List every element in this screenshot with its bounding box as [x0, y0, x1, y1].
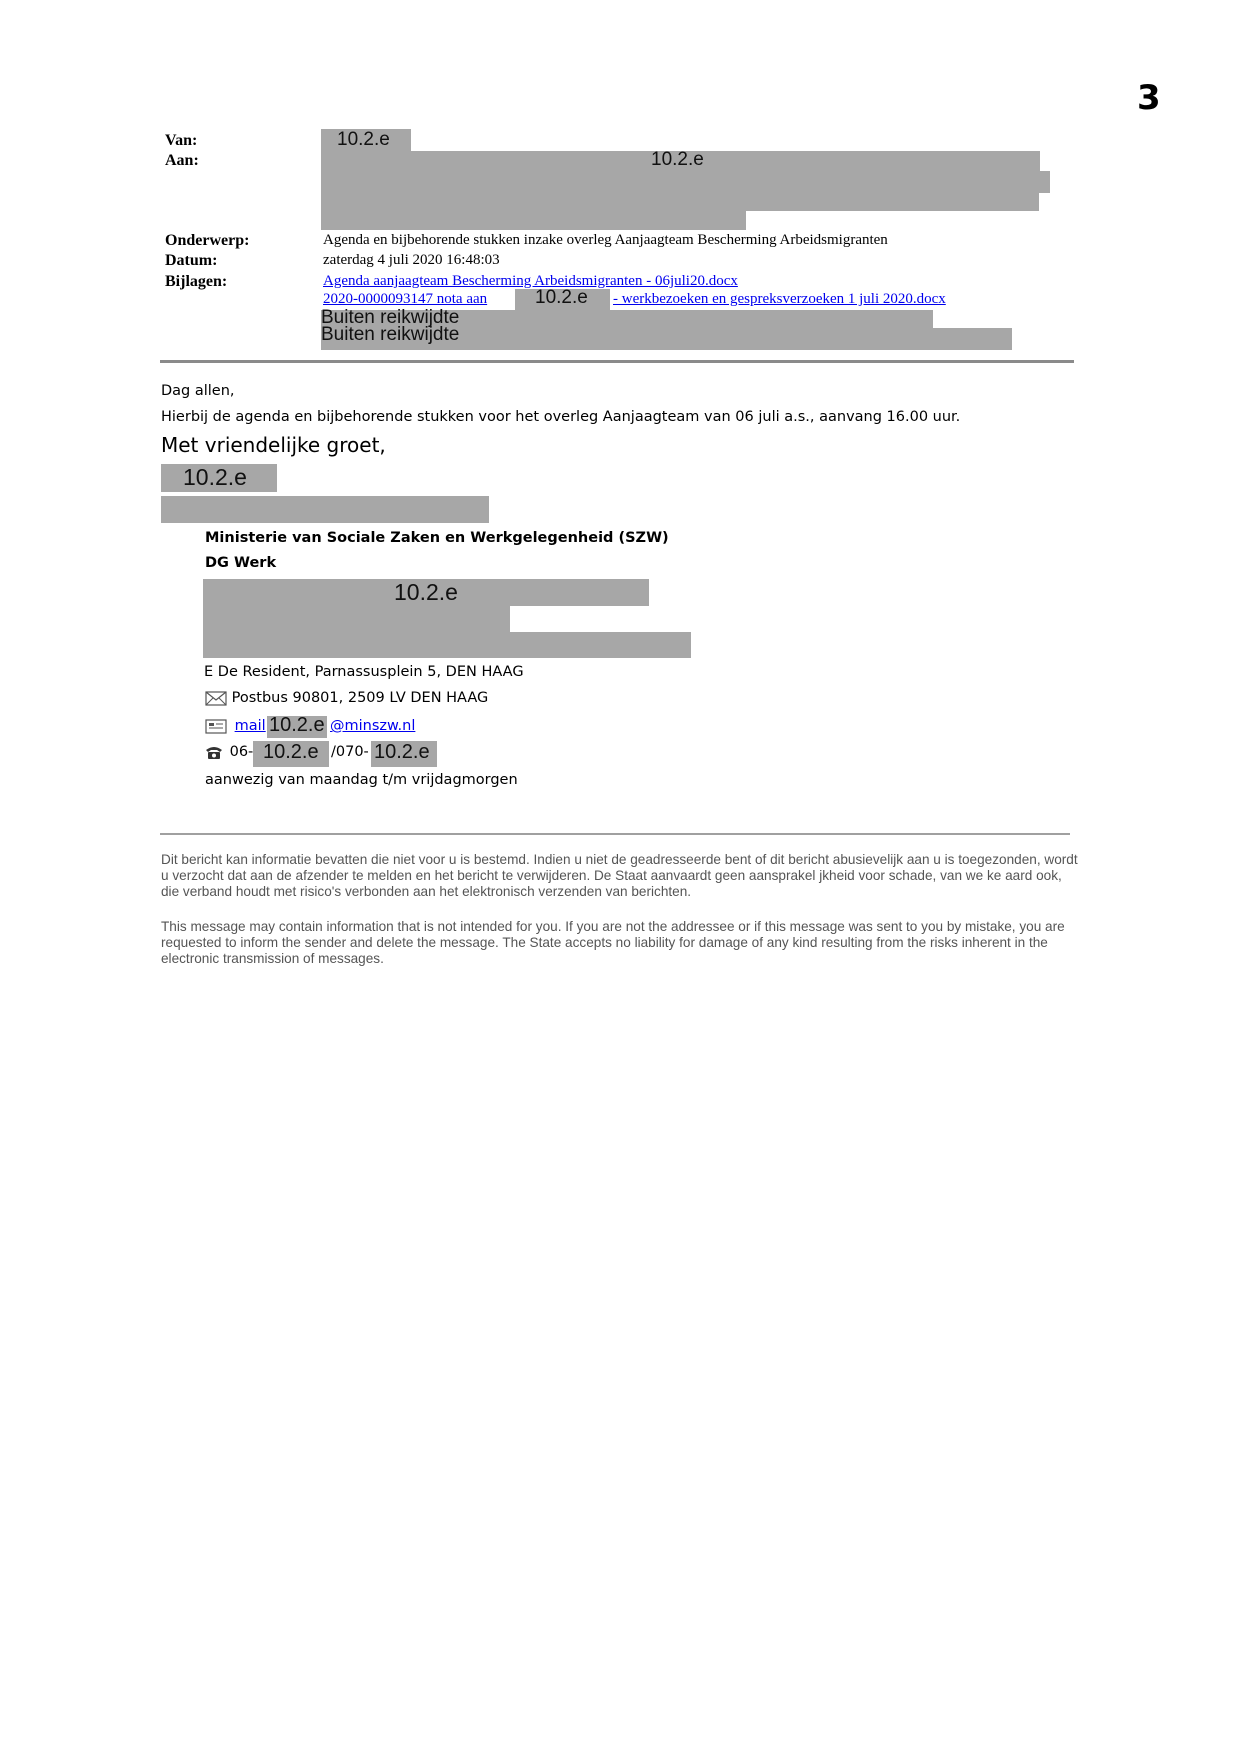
attachment-out-of-scope-2-text: Buiten reikwijdte — [321, 324, 460, 345]
sender-name-redaction — [161, 464, 277, 492]
visit-address: De Resident, Parnassusplein 5, DEN HAAG — [217, 664, 524, 680]
message-text: Hierbij de agenda en bijbehorende stukken voor het overleg Aanjaagteam van 06 juli a.s., aanvang 16.00 uur. — [161, 409, 961, 425]
email-link-suffix[interactable]: @minszw.nl — [330, 718, 416, 734]
attachment-out-of-scope-2 — [321, 324, 1012, 350]
date-value: zaterdag 4 juli 2020 16:48:03 — [323, 252, 500, 268]
to-redaction-line-3 — [321, 193, 1039, 211]
attachments-label: Bijlagen: — [165, 273, 228, 290]
email-link-prefix[interactable]: mail — [234, 718, 266, 734]
from-label: Van: — [165, 132, 198, 149]
disclaimer-dutch: Dit bericht kan informatie bevatten die niet voor u is bestemd. Indien u niet de geadresseerde bent of dit bericht abusievelijk aan u is toegezonden, wordt u verzocht dat aan de afzender te melden en het bericht te verwijderen. De Staat aanvaardt geen aansprakel jkheid voor schade, van we ke aard ook, die verband houdt met risico's verbonden aan het elektronisch verzenden van berichten. — [161, 852, 1078, 899]
signature-redaction-line-2 — [203, 606, 510, 632]
post-address: Postbus 90801, 2509 LV DEN HAAG — [231, 690, 489, 706]
phone-mobile-redaction-code: 10.2.e — [263, 741, 319, 763]
email-redaction-code: 10.2.e — [269, 714, 325, 736]
subject-value: Agenda en bijbehorende stukken inzake overleg Aanjaagteam Bescherming Arbeidsmigranten — [323, 232, 888, 248]
to-redaction-line-2 — [321, 171, 1050, 193]
closing: Met vriendelijke groet, — [161, 433, 386, 457]
date-label: Datum: — [165, 252, 218, 269]
phone-office-redaction — [371, 741, 437, 767]
attachment-nota-redaction-code: 10.2.e — [535, 287, 588, 308]
disclaimer-separator — [160, 833, 1070, 835]
signature-redaction-line-1 — [203, 579, 649, 606]
attachment-nota-prefix[interactable]: 2020-0000093147 nota aan — [323, 291, 488, 307]
from-redaction — [321, 129, 411, 151]
page-number: 3 — [1137, 78, 1161, 118]
to-redaction-line-4 — [321, 211, 746, 230]
ministry-name: Ministerie van Sociale Zaken en Werkgelegenheid (SZW) — [205, 530, 669, 546]
sender-title-redaction — [161, 496, 489, 523]
signature-redaction-code: 10.2.e — [394, 579, 458, 605]
email-line — [205, 718, 266, 734]
attachment-link-agenda[interactable]: Agenda aanjaagteam Bescherming Arbeidsmigranten - 06juli20.docx — [323, 273, 738, 289]
phone-separator: /070- — [331, 744, 369, 760]
post-address-line — [205, 690, 488, 706]
visit-address-line — [204, 664, 524, 680]
availability: aanwezig van maandag t/m vrijdagmorgen — [205, 772, 518, 788]
to-redaction-code: 10.2.e — [651, 149, 704, 170]
sender-name-redaction-code: 10.2.e — [183, 464, 247, 490]
greeting: Dag allen, — [161, 383, 235, 399]
attachment-nota-redaction — [515, 289, 610, 310]
attachment-out-of-scope-1-text: Buiten reikwijdte — [321, 307, 460, 328]
phone-mobile-prefix: 06- — [229, 744, 254, 760]
phone-mobile-redaction — [253, 741, 329, 767]
from-redaction-code: 10.2.e — [337, 129, 390, 150]
phone-icon — [205, 745, 223, 760]
signature-redaction-line-3 — [203, 632, 691, 658]
department-name: DG Werk — [205, 555, 277, 571]
attachment-link-nota[interactable] — [323, 290, 487, 308]
attachment-nota-suffix[interactable]: - werkbezoeken en gespreksverzoeken 1 juli 2020.docx — [613, 291, 946, 307]
email-redaction — [267, 716, 327, 738]
envelope-icon — [205, 691, 227, 706]
email-icon — [205, 719, 227, 734]
to-label: Aan: — [165, 152, 199, 169]
subject-label: Onderwerp: — [165, 232, 250, 249]
header-separator — [160, 360, 1074, 363]
phone-office-redaction-code: 10.2.e — [374, 741, 430, 763]
phone-line — [205, 744, 253, 760]
disclaimer-english: This message may contain information that is not intended for you. If you are not the addressee or if this message was sent to you by mistake, you are requested to inform the sender and delete the message. The State accepts no liability for damage of any kind resulting from the risks inherent in the electronic transmission of messages. — [161, 919, 1065, 966]
to-redaction-line-1 — [321, 151, 1040, 171]
visit-address-prefix: E — [204, 664, 214, 680]
